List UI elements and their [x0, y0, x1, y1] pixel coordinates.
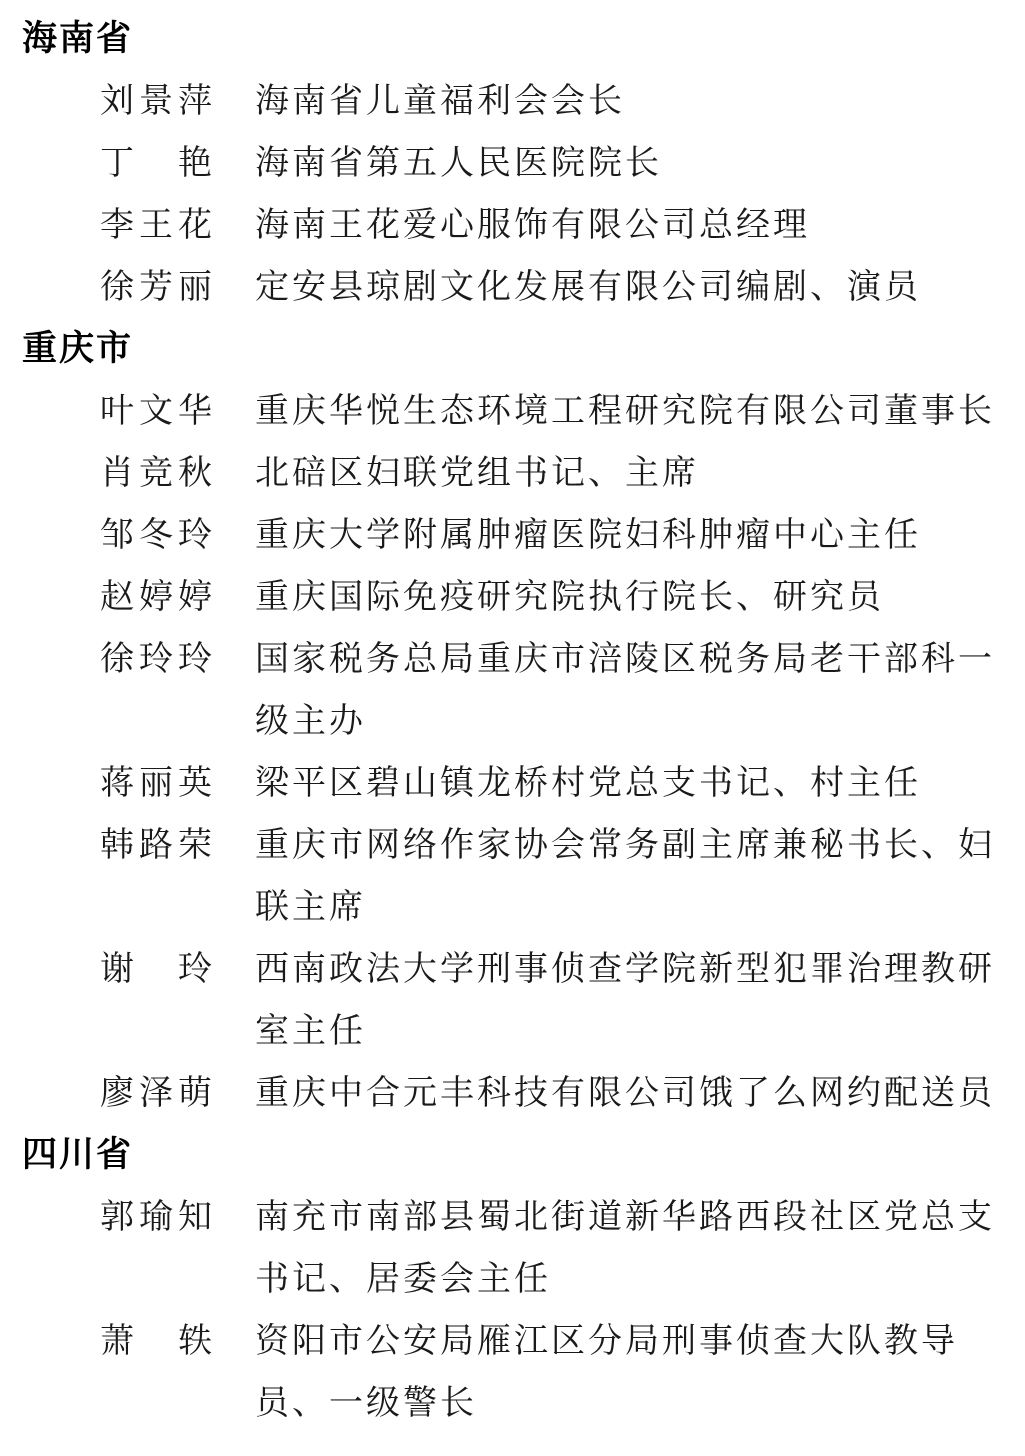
person-name: [100, 442, 212, 504]
person-name-char: 廖: [100, 1073, 134, 1113]
entry-row: [22, 380, 1010, 442]
person-title: 重庆中合元丰科技有限公司饿了么网约配送员: [255, 1073, 995, 1113]
person-name: [100, 1186, 212, 1248]
person-name-char: 英: [178, 763, 212, 803]
province-header: 海南省: [22, 19, 134, 59]
person-name-char: 艳: [178, 143, 212, 183]
person-name-char: 王: [139, 205, 173, 245]
entry-row: [22, 1186, 1010, 1310]
person-name: [100, 566, 212, 628]
entry-row: [22, 1310, 1010, 1434]
province-section: [22, 8, 1010, 318]
person-name-char: 刘: [100, 81, 134, 121]
person-name-char: 韩: [100, 825, 134, 865]
person-name: [100, 938, 212, 1000]
person-title: 重庆华悦生态环境工程研究院有限公司董事长: [255, 391, 995, 431]
person-name-char: 谢: [100, 949, 134, 989]
entry-row: [22, 628, 1010, 752]
province-section: [22, 318, 1010, 1124]
person-title: 海南省第五人民医院院长: [255, 143, 662, 183]
person-name-char: 婷: [178, 577, 212, 617]
person-name-char: 丁: [100, 143, 134, 183]
person-name: [100, 132, 212, 194]
entry-row: [22, 566, 1010, 628]
person-name: [100, 1310, 212, 1372]
person-name-char: 邹: [100, 515, 134, 555]
person-name-char: 萧: [100, 1321, 134, 1361]
person-name-char: 叶: [100, 391, 134, 431]
person-name-char: 丽: [139, 763, 173, 803]
person-title: 定安县琼剧文化发展有限公司编剧、演员: [255, 267, 921, 307]
person-name: [100, 814, 212, 876]
entry-row: [22, 132, 1010, 194]
entry-row: [22, 1062, 1010, 1124]
person-name-char: 冬: [139, 515, 173, 555]
entry-row: [22, 504, 1010, 566]
person-name-char: 丽: [178, 267, 212, 307]
person-name-char: 竞: [139, 453, 173, 493]
person-name-char: 华: [178, 391, 212, 431]
province-section: [22, 1124, 1010, 1434]
person-name-char: 文: [139, 391, 173, 431]
entry-row: [22, 752, 1010, 814]
entry-row: [22, 70, 1010, 132]
person-title: 国家税务总局重庆市涪陵区税务局老干部科一级主办: [255, 639, 995, 741]
entry-row: [22, 938, 1010, 1062]
person-name-char: 轶: [178, 1321, 212, 1361]
person-name-char: 徐: [100, 639, 134, 679]
person-name: [100, 752, 212, 814]
person-name-char: 路: [139, 825, 173, 865]
person-name-char: 瑜: [139, 1197, 173, 1237]
person-name-char: 知: [178, 1197, 212, 1237]
province-header: 四川省: [22, 1135, 134, 1175]
person-name: [100, 70, 212, 132]
entry-row: [22, 814, 1010, 938]
person-name-char: 玲: [178, 949, 212, 989]
person-name-char: 秋: [178, 453, 212, 493]
person-name-char: 萌: [178, 1073, 212, 1113]
person-name: [100, 256, 212, 318]
person-name-char: 郭: [100, 1197, 134, 1237]
person-name-char: 肖: [100, 453, 134, 493]
person-name: [100, 628, 212, 690]
person-name: [100, 380, 212, 442]
person-name-char: 婷: [139, 577, 173, 617]
person-name-char: 李: [100, 205, 134, 245]
person-title: 海南省儿童福利会会长: [255, 81, 625, 121]
person-name-char: 玲: [178, 639, 212, 679]
person-name-char: 玲: [178, 515, 212, 555]
person-name: [100, 194, 212, 256]
person-title: 西南政法大学刑事侦查学院新型犯罪治理教研室主任: [255, 949, 995, 1051]
person-title: 重庆市网络作家协会常务副主席兼秘书长、妇联主席: [255, 825, 995, 927]
person-name: [100, 504, 212, 566]
person-name-char: 荣: [178, 825, 212, 865]
person-title: 梁平区碧山镇龙桥村党总支书记、村主任: [255, 763, 921, 803]
person-title: 重庆大学附属肿瘤医院妇科肿瘤中心主任: [255, 515, 921, 555]
honor-roll-list: [22, 8, 1010, 1434]
entry-row: [22, 256, 1010, 318]
person-title: 北碚区妇联党组书记、主席: [255, 453, 699, 493]
person-title: 资阳市公安局雁江区分局刑事侦查大队教导员、一级警长: [255, 1321, 958, 1423]
person-title: 重庆国际免疫研究院执行院长、研究员: [255, 577, 884, 617]
person-name-char: 景: [139, 81, 173, 121]
person-name-char: 花: [178, 205, 212, 245]
person-title: 南充市南部县蜀北街道新华路西段社区党总支书记、居委会主任: [255, 1197, 995, 1299]
person-name-char: 玲: [139, 639, 173, 679]
entry-row: [22, 442, 1010, 504]
person-name-char: 萍: [178, 81, 212, 121]
province-header: 重庆市: [22, 329, 134, 369]
person-name-char: 蒋: [100, 763, 134, 803]
person-name-char: 泽: [139, 1073, 173, 1113]
person-name-char: 芳: [139, 267, 173, 307]
entry-row: [22, 194, 1010, 256]
person-title: 海南王花爱心服饰有限公司总经理: [255, 205, 810, 245]
person-name-char: 徐: [100, 267, 134, 307]
person-name-char: 赵: [100, 577, 134, 617]
person-name: [100, 1062, 212, 1124]
